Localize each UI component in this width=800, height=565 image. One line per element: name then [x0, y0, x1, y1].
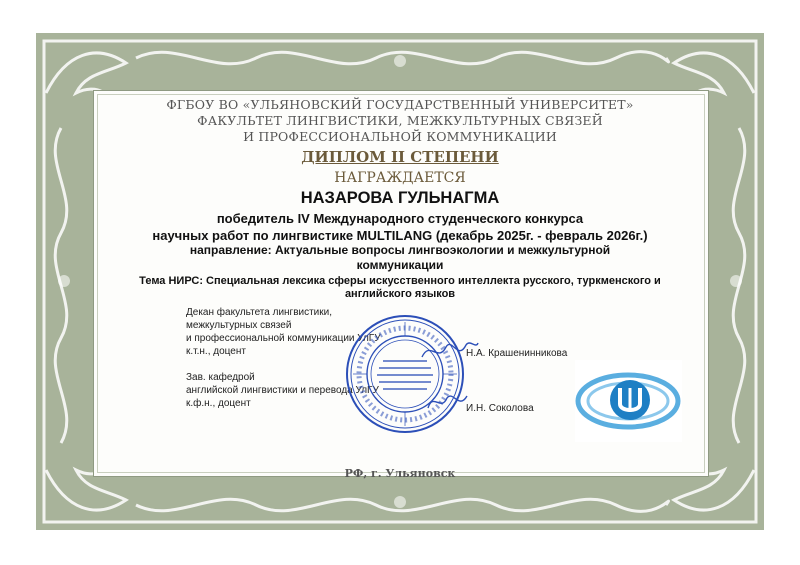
faculty-name-line1: ФАКУЛЬТЕТ ЛИНГВИСТИКИ, МЕЖКУЛЬТУРНЫХ СВЯЗЕЙ [197, 113, 603, 128]
university-logo-icon [575, 360, 682, 442]
faculty-name-line2: И ПРОФЕССИОНАЛЬНОЙ КОММУНИКАЦИИ [243, 129, 557, 144]
dean-title-line3: и профессиональной коммуникации УлГУ [186, 333, 381, 344]
university-name: ФГБОУ ВО «УЛЬЯНОВСКИЙ ГОСУДАРСТВЕННЫЙ УНИВЕРСИТЕТ» [166, 97, 634, 112]
dean-name: Н.А. Крашенинникова [466, 348, 568, 359]
recipient-name: НАЗАРОВА ГУЛЬНАГМА [300, 189, 500, 207]
head-title-line1: Зав. кафедрой [186, 372, 255, 383]
winner-line-2: научных работ по лингвистике MULTILANG (декабрь 2025г. - февраль 2026г.) [152, 228, 648, 243]
head-name: И.Н. Соколова [466, 403, 534, 414]
head-degree: к.ф.н., доцент [186, 398, 251, 409]
dean-degree: к.т.н., доцент [186, 346, 246, 357]
topic-line-1: Тема НИРС: Специальная лексика сферы искусственного интеллекта русского, туркменского и [139, 275, 661, 287]
awarded-label: НАГРАЖДАЕТСЯ [334, 170, 466, 186]
winner-line-1: победитель IV Международного студенческого конкурса [216, 211, 584, 226]
dean-title-line2: межкультурных связей [186, 320, 292, 331]
dean-title-line1: Декан факультета лингвистики, [186, 307, 333, 318]
city-label: РФ, г. Ульяновск [344, 467, 456, 480]
topic-line-2: английского языков [344, 288, 456, 300]
official-stamp-icon [343, 312, 467, 436]
direction-line-1: направление: Актуальные вопросы лингвоэкологии и межкультурной [189, 243, 611, 257]
head-title-line2: английской лингвистики и перевода УлГУ [186, 385, 379, 396]
diploma-title: ДИПЛОМ II СТЕПЕНИ [301, 148, 499, 166]
direction-line-2: коммуникации [356, 258, 444, 272]
